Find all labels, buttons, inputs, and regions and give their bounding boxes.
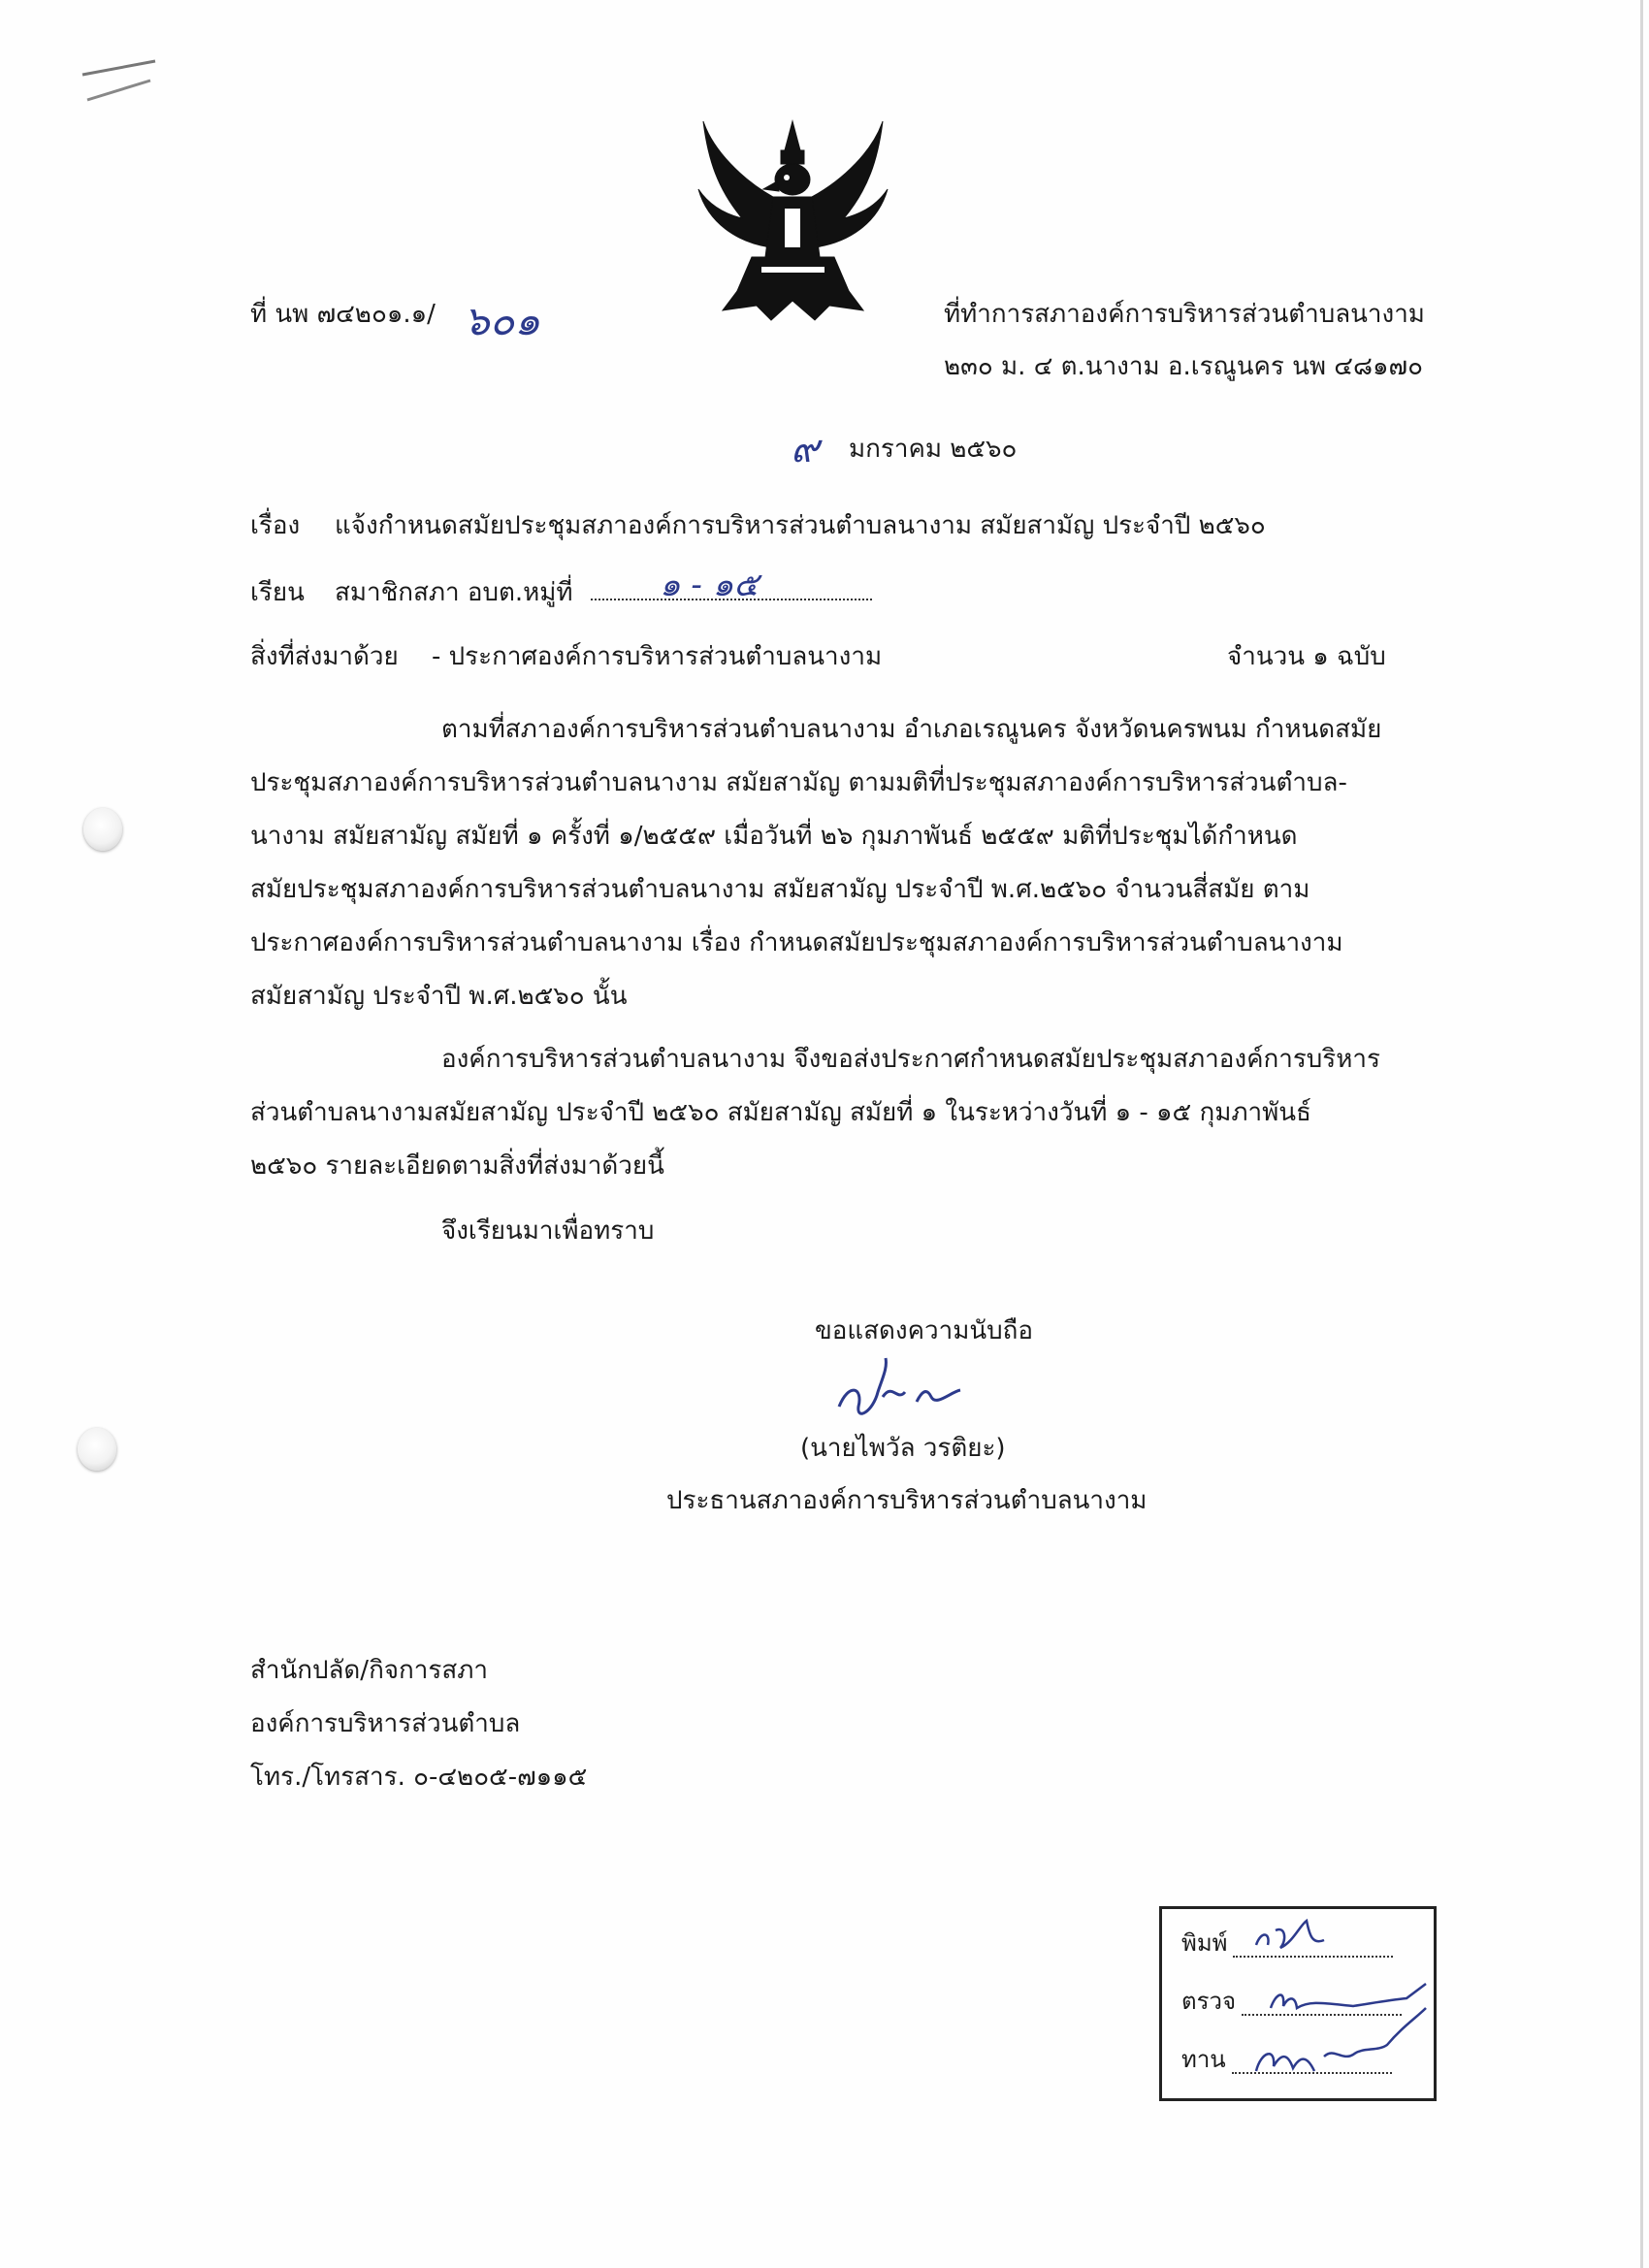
signature-respect: ขอแสดงความนับถือ xyxy=(815,1316,1033,1345)
staple-mark-icon xyxy=(78,53,165,112)
para1-line6: สมัยสามัญ ประจำปี พ.ศ.๒๕๖๐ นั้น xyxy=(250,982,628,1011)
enclosure-text: - ประกาศองค์การบริหารส่วนตำบลนางาม xyxy=(432,642,883,671)
to-text xyxy=(335,576,872,609)
para2-line2: ส่วนตำบลนางามสมัยสามัญ ประจำปี ๒๕๖๐ สมัยสามัญ สมัยที่ ๑ ในระหว่างวันที่ ๑ - ๑๕ กุมภาพันธ์ xyxy=(250,1098,1311,1127)
subject-text: แจ้งกำหนดสมัยประชุมสภาองค์การบริหารส่วนตำบลนางาม สมัยสามัญ ประจำปี ๒๕๖๐ xyxy=(335,511,1266,540)
office-address-line2: ๒๓๐ ม. ๔ ต.นางาม อ.เรณูนคร นพ ๔๘๑๗๐ xyxy=(944,352,1423,381)
enclosure-count: จำนวน ๑ ฉบับ xyxy=(1227,642,1386,671)
reference-prefix: ที่ นพ ๗๔๒๐๑.๑/ xyxy=(250,300,436,329)
para1-line2: ประชุมสภาองค์การบริหารส่วนตำบลนางาม สมัยสามัญ ตามมติที่ประชุมสภาองค์การบริหารส่วนตำบล- xyxy=(250,768,1347,797)
para1-line4: สมัยประชุมสภาองค์การบริหารส่วนตำบลนางาม สมัยสามัญ ประจำปี พ.ศ.๒๕๖๐ จำนวนสี่สมัย ตาม xyxy=(250,875,1310,904)
date-month-year: มกราคม ๒๕๖๐ xyxy=(849,435,1018,464)
para2-line3: ๒๕๖๐ รายละเอียดตามสิ่งที่ส่งมาด้วยนี้ xyxy=(250,1151,664,1181)
closing-text: จึงเรียนมาเพื่อทราบ xyxy=(441,1216,655,1246)
subject-label: เรื่อง xyxy=(250,511,301,540)
to-handwritten-village: ๑ - ๑๕ xyxy=(660,566,759,604)
para1-line5: ประกาศองค์การบริหารส่วนตำบลนางาม เรื่อง กำหนดสมัยประชุมสภาองค์การบริหารส่วนตำบลนางาม xyxy=(250,928,1343,957)
stamp-typed-label: พิมพ์ xyxy=(1181,1929,1228,1957)
punch-hole-top xyxy=(83,808,122,851)
para1-line1: ตามที่สภาองค์การบริหารส่วนตำบลนางาม อำเภอเรณูนคร จังหวัดนครพนม กำหนดสมัย xyxy=(441,715,1382,744)
footer-organization: องค์การบริหารส่วนตำบล xyxy=(250,1709,521,1738)
reference-number xyxy=(250,298,436,331)
page-edge xyxy=(1640,0,1643,2268)
signature-mark xyxy=(829,1353,965,1431)
footer-department: สำนักปลัด/กิจการสภา xyxy=(250,1656,488,1685)
reference-handwritten: ๖๐๑ xyxy=(464,297,540,344)
footer-phone: โทร./โทรสาร. ๐-๔๒๐๕-๗๑๑๕ xyxy=(250,1763,588,1792)
date-day-handwritten: ๙ xyxy=(791,427,820,471)
garuda-emblem-icon xyxy=(684,112,902,330)
stamp-checked-label: ตรวจ xyxy=(1181,1988,1237,2015)
punch-hole-bottom xyxy=(78,1428,116,1471)
office-address-line1: ที่ทำการสภาองค์การบริหารส่วนตำบลนางาม xyxy=(944,300,1425,329)
stamp-initials-mark xyxy=(1217,1892,1508,2086)
signer-position: ประธานสภาองค์การบริหารส่วนตำบลนางาม xyxy=(666,1486,1148,1515)
enclosure-label: สิ่งที่ส่งมาด้วย xyxy=(250,642,399,671)
para2-line1: องค์การบริหารส่วนตำบลนางาม จึงขอส่งประกาศกำหนดสมัยประชุมสภาองค์การบริหาร xyxy=(441,1045,1380,1074)
to-recipient: สมาชิกสภา อบต.หมู่ที่ xyxy=(335,578,573,607)
to-label: เรียน xyxy=(250,578,305,607)
stamp-reviewed-label: ทาน xyxy=(1181,2046,1226,2073)
para1-line3: นางาม สมัยสามัญ สมัยที่ ๑ ครั้งที่ ๑/๒๕๕๙ เมื่อวันที่ ๒๖ กุมภาพันธ์ ๒๕๕๙ มติที่ประชุมได้กำหนด xyxy=(250,822,1298,851)
signer-name: (นายไพวัล วรติยะ) xyxy=(800,1434,1006,1463)
